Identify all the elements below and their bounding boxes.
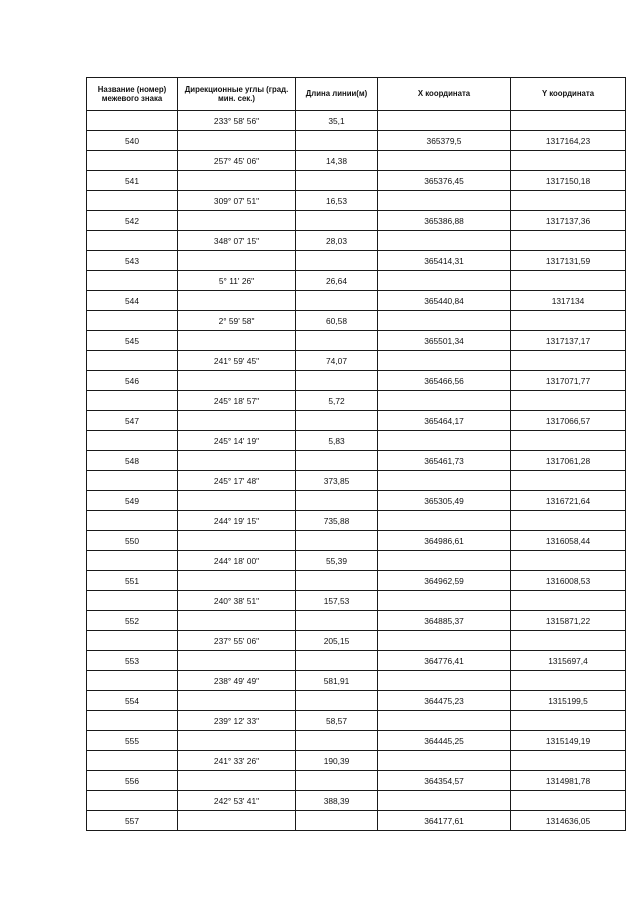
mark-name-cell: 548 <box>87 451 178 471</box>
y-coordinate-cell: 1316008,53 <box>511 571 626 591</box>
mark-name-cell <box>87 751 178 771</box>
segment-row <box>87 151 626 171</box>
line-length-cell <box>296 571 378 591</box>
segment-row <box>87 471 626 491</box>
line-length-cell <box>296 371 378 391</box>
line-length-cell: 60,58 <box>296 311 378 331</box>
line-length-cell <box>296 611 378 631</box>
mark-name-cell <box>87 671 178 691</box>
y-coordinate-cell <box>511 711 626 731</box>
y-coordinate-cell: 1316058,44 <box>511 531 626 551</box>
header-directional-angle: Дирекционные углы (град. мин. сек.) <box>178 78 296 111</box>
segment-row <box>87 391 626 411</box>
y-coordinate-cell <box>511 111 626 131</box>
line-length-cell <box>296 171 378 191</box>
point-row <box>87 611 626 631</box>
segment-row <box>87 751 626 771</box>
y-coordinate-cell: 1316721,64 <box>511 491 626 511</box>
directional-angle-cell <box>178 291 296 311</box>
line-length-cell <box>296 411 378 431</box>
segment-row <box>87 431 626 451</box>
y-coordinate-cell <box>511 791 626 811</box>
directional-angle-cell <box>178 531 296 551</box>
mark-name-cell <box>87 551 178 571</box>
directional-angle-cell <box>178 131 296 151</box>
mark-name-cell <box>87 591 178 611</box>
mark-name-cell: 551 <box>87 571 178 591</box>
directional-angle-cell <box>178 811 296 831</box>
mark-name-cell: 554 <box>87 691 178 711</box>
x-coordinate-cell <box>378 631 511 651</box>
line-length-cell: 5,72 <box>296 391 378 411</box>
directional-angle-cell: 237° 55' 06" <box>178 631 296 651</box>
x-coordinate-cell <box>378 271 511 291</box>
y-coordinate-cell <box>511 151 626 171</box>
x-coordinate-cell <box>378 591 511 611</box>
y-coordinate-cell <box>511 751 626 771</box>
y-coordinate-cell <box>511 591 626 611</box>
y-coordinate-cell: 1317137,36 <box>511 211 626 231</box>
point-row <box>87 171 626 191</box>
segment-row <box>87 551 626 571</box>
y-coordinate-cell <box>511 391 626 411</box>
directional-angle-cell <box>178 731 296 751</box>
point-row <box>87 771 626 791</box>
x-coordinate-cell: 364962,59 <box>378 571 511 591</box>
directional-angle-cell <box>178 491 296 511</box>
x-coordinate-cell <box>378 151 511 171</box>
mark-name-cell <box>87 471 178 491</box>
directional-angle-cell: 241° 33' 26" <box>178 751 296 771</box>
x-coordinate-cell <box>378 511 511 531</box>
x-coordinate-cell <box>378 791 511 811</box>
x-coordinate-cell: 365501,34 <box>378 331 511 351</box>
directional-angle-cell: 239° 12' 33" <box>178 711 296 731</box>
y-coordinate-cell: 1317071,77 <box>511 371 626 391</box>
point-row <box>87 211 626 231</box>
y-coordinate-cell: 1317066,57 <box>511 411 626 431</box>
directional-angle-cell <box>178 411 296 431</box>
mark-name-cell: 550 <box>87 531 178 551</box>
line-length-cell: 14,38 <box>296 151 378 171</box>
point-row <box>87 411 626 431</box>
x-coordinate-cell: 364445,25 <box>378 731 511 751</box>
x-coordinate-cell: 364776,41 <box>378 651 511 671</box>
x-coordinate-cell: 365379,5 <box>378 131 511 151</box>
point-row <box>87 451 626 471</box>
mark-name-cell: 541 <box>87 171 178 191</box>
x-coordinate-cell: 364885,37 <box>378 611 511 631</box>
directional-angle-cell: 257° 45' 06" <box>178 151 296 171</box>
x-coordinate-cell <box>378 191 511 211</box>
y-coordinate-cell <box>511 271 626 291</box>
segment-row <box>87 191 626 211</box>
y-coordinate-cell: 1315871,22 <box>511 611 626 631</box>
directional-angle-cell: 245° 14' 19" <box>178 431 296 451</box>
x-coordinate-cell <box>378 111 511 131</box>
directional-angle-cell <box>178 371 296 391</box>
mark-name-cell <box>87 711 178 731</box>
x-coordinate-cell <box>378 391 511 411</box>
point-row <box>87 251 626 271</box>
line-length-cell: 157,53 <box>296 591 378 611</box>
line-length-cell: 74,07 <box>296 351 378 371</box>
line-length-cell: 388,39 <box>296 791 378 811</box>
directional-angle-cell: 238° 49' 49" <box>178 671 296 691</box>
directional-angle-cell: 2° 59' 58" <box>178 311 296 331</box>
segment-row <box>87 511 626 531</box>
line-length-cell: 35,1 <box>296 111 378 131</box>
mark-name-cell: 552 <box>87 611 178 631</box>
mark-name-cell <box>87 151 178 171</box>
mark-name-cell <box>87 791 178 811</box>
mark-name-cell: 547 <box>87 411 178 431</box>
line-length-cell: 28,03 <box>296 231 378 251</box>
y-coordinate-cell: 1317164,23 <box>511 131 626 151</box>
mark-name-cell <box>87 271 178 291</box>
header-x-coordinate: X координата <box>378 78 511 111</box>
segment-row <box>87 351 626 371</box>
line-length-cell <box>296 811 378 831</box>
directional-angle-cell <box>178 451 296 471</box>
x-coordinate-cell: 364354,57 <box>378 771 511 791</box>
directional-angle-cell: 245° 18' 57" <box>178 391 296 411</box>
directional-angle-cell: 242° 53' 41" <box>178 791 296 811</box>
directional-angle-cell <box>178 571 296 591</box>
y-coordinate-cell: 1317137,17 <box>511 331 626 351</box>
x-coordinate-cell <box>378 471 511 491</box>
line-length-cell: 55,39 <box>296 551 378 571</box>
line-length-cell <box>296 691 378 711</box>
line-length-cell: 581,91 <box>296 671 378 691</box>
x-coordinate-cell: 365376,45 <box>378 171 511 191</box>
directional-angle-cell: 5° 11' 26" <box>178 271 296 291</box>
mark-name-cell: 555 <box>87 731 178 751</box>
header-boundary-mark-name: Название (номер) межевого знака <box>87 78 178 111</box>
directional-angle-cell: 241° 59' 45" <box>178 351 296 371</box>
x-coordinate-cell: 365386,88 <box>378 211 511 231</box>
y-coordinate-cell: 1314636,05 <box>511 811 626 831</box>
mark-name-cell <box>87 191 178 211</box>
directional-angle-cell <box>178 211 296 231</box>
mark-name-cell <box>87 111 178 131</box>
x-coordinate-cell <box>378 551 511 571</box>
y-coordinate-cell <box>511 511 626 531</box>
line-length-cell <box>296 731 378 751</box>
x-coordinate-cell: 365440,84 <box>378 291 511 311</box>
mark-name-cell <box>87 351 178 371</box>
line-length-cell <box>296 771 378 791</box>
line-length-cell: 26,64 <box>296 271 378 291</box>
y-coordinate-cell <box>511 551 626 571</box>
mark-name-cell: 557 <box>87 811 178 831</box>
point-row <box>87 651 626 671</box>
directional-angle-cell: 233° 58' 56" <box>178 111 296 131</box>
directional-angle-cell: 309° 07' 51" <box>178 191 296 211</box>
segment-row <box>87 111 626 131</box>
line-length-cell <box>296 451 378 471</box>
point-row <box>87 331 626 351</box>
directional-angle-cell <box>178 331 296 351</box>
mark-name-cell <box>87 511 178 531</box>
header-y-coordinate: Y координата <box>511 78 626 111</box>
directional-angle-cell <box>178 651 296 671</box>
directional-angle-cell <box>178 771 296 791</box>
x-coordinate-cell: 364177,61 <box>378 811 511 831</box>
x-coordinate-cell <box>378 431 511 451</box>
segment-row <box>87 711 626 731</box>
y-coordinate-cell <box>511 471 626 491</box>
mark-name-cell <box>87 231 178 251</box>
x-coordinate-cell: 365461,73 <box>378 451 511 471</box>
line-length-cell: 5,83 <box>296 431 378 451</box>
directional-angle-cell: 244° 19' 15" <box>178 511 296 531</box>
table-header <box>87 78 626 111</box>
segment-row <box>87 791 626 811</box>
directional-angle-cell <box>178 251 296 271</box>
point-row <box>87 131 626 151</box>
line-length-cell: 205,15 <box>296 631 378 651</box>
directional-angle-cell <box>178 611 296 631</box>
y-coordinate-cell: 1317150,18 <box>511 171 626 191</box>
line-length-cell: 190,39 <box>296 751 378 771</box>
y-coordinate-cell <box>511 631 626 651</box>
y-coordinate-cell: 1315199,5 <box>511 691 626 711</box>
x-coordinate-cell: 365466,56 <box>378 371 511 391</box>
mark-name-cell: 543 <box>87 251 178 271</box>
mark-name-cell <box>87 311 178 331</box>
y-coordinate-cell: 1314981,78 <box>511 771 626 791</box>
line-length-cell <box>296 491 378 511</box>
line-length-cell: 373,85 <box>296 471 378 491</box>
directional-angle-cell <box>178 691 296 711</box>
directional-angle-cell: 348° 07' 15" <box>178 231 296 251</box>
point-row <box>87 491 626 511</box>
x-coordinate-cell: 364475,23 <box>378 691 511 711</box>
point-row <box>87 371 626 391</box>
header-row <box>87 78 626 111</box>
x-coordinate-cell <box>378 231 511 251</box>
x-coordinate-cell: 364986,61 <box>378 531 511 551</box>
x-coordinate-cell <box>378 311 511 331</box>
mark-name-cell: 544 <box>87 291 178 311</box>
y-coordinate-cell <box>511 191 626 211</box>
mark-name-cell <box>87 391 178 411</box>
y-coordinate-cell: 1315697,4 <box>511 651 626 671</box>
point-row <box>87 531 626 551</box>
line-length-cell <box>296 131 378 151</box>
directional-angle-cell: 245° 17' 48" <box>178 471 296 491</box>
segment-row <box>87 631 626 651</box>
mark-name-cell <box>87 431 178 451</box>
mark-name-cell: 540 <box>87 131 178 151</box>
mark-name-cell: 556 <box>87 771 178 791</box>
y-coordinate-cell: 1317134 <box>511 291 626 311</box>
y-coordinate-cell <box>511 231 626 251</box>
line-length-cell: 735,88 <box>296 511 378 531</box>
line-length-cell: 16,53 <box>296 191 378 211</box>
line-length-cell: 58,57 <box>296 711 378 731</box>
y-coordinate-cell: 1315149,19 <box>511 731 626 751</box>
point-row <box>87 571 626 591</box>
mark-name-cell: 545 <box>87 331 178 351</box>
mark-name-cell: 549 <box>87 491 178 511</box>
line-length-cell <box>296 331 378 351</box>
x-coordinate-cell <box>378 671 511 691</box>
segment-row <box>87 671 626 691</box>
header-line-length: Длина линии(м) <box>296 78 378 111</box>
y-coordinate-cell <box>511 311 626 331</box>
y-coordinate-cell: 1317061,28 <box>511 451 626 471</box>
directional-angle-cell <box>178 171 296 191</box>
segment-row <box>87 231 626 251</box>
segment-row <box>87 271 626 291</box>
mark-name-cell: 553 <box>87 651 178 671</box>
x-coordinate-cell: 365414,31 <box>378 251 511 271</box>
mark-name-cell <box>87 631 178 651</box>
mark-name-cell: 542 <box>87 211 178 231</box>
point-row <box>87 691 626 711</box>
directional-angle-cell: 240° 38' 51" <box>178 591 296 611</box>
line-length-cell <box>296 211 378 231</box>
point-row <box>87 291 626 311</box>
x-coordinate-cell: 365464,17 <box>378 411 511 431</box>
x-coordinate-cell <box>378 751 511 771</box>
segment-row <box>87 311 626 331</box>
table-body <box>87 111 626 831</box>
directional-angle-cell: 244° 18' 00" <box>178 551 296 571</box>
point-row <box>87 731 626 751</box>
line-length-cell <box>296 251 378 271</box>
y-coordinate-cell <box>511 351 626 371</box>
y-coordinate-cell <box>511 431 626 451</box>
point-row <box>87 811 626 831</box>
mark-name-cell: 546 <box>87 371 178 391</box>
x-coordinate-cell <box>378 711 511 731</box>
y-coordinate-cell <box>511 671 626 691</box>
line-length-cell <box>296 291 378 311</box>
line-length-cell <box>296 531 378 551</box>
y-coordinate-cell: 1317131,59 <box>511 251 626 271</box>
segment-row <box>87 591 626 611</box>
x-coordinate-cell <box>378 351 511 371</box>
line-length-cell <box>296 651 378 671</box>
x-coordinate-cell: 365305,49 <box>378 491 511 511</box>
coordinates-table <box>86 77 626 831</box>
